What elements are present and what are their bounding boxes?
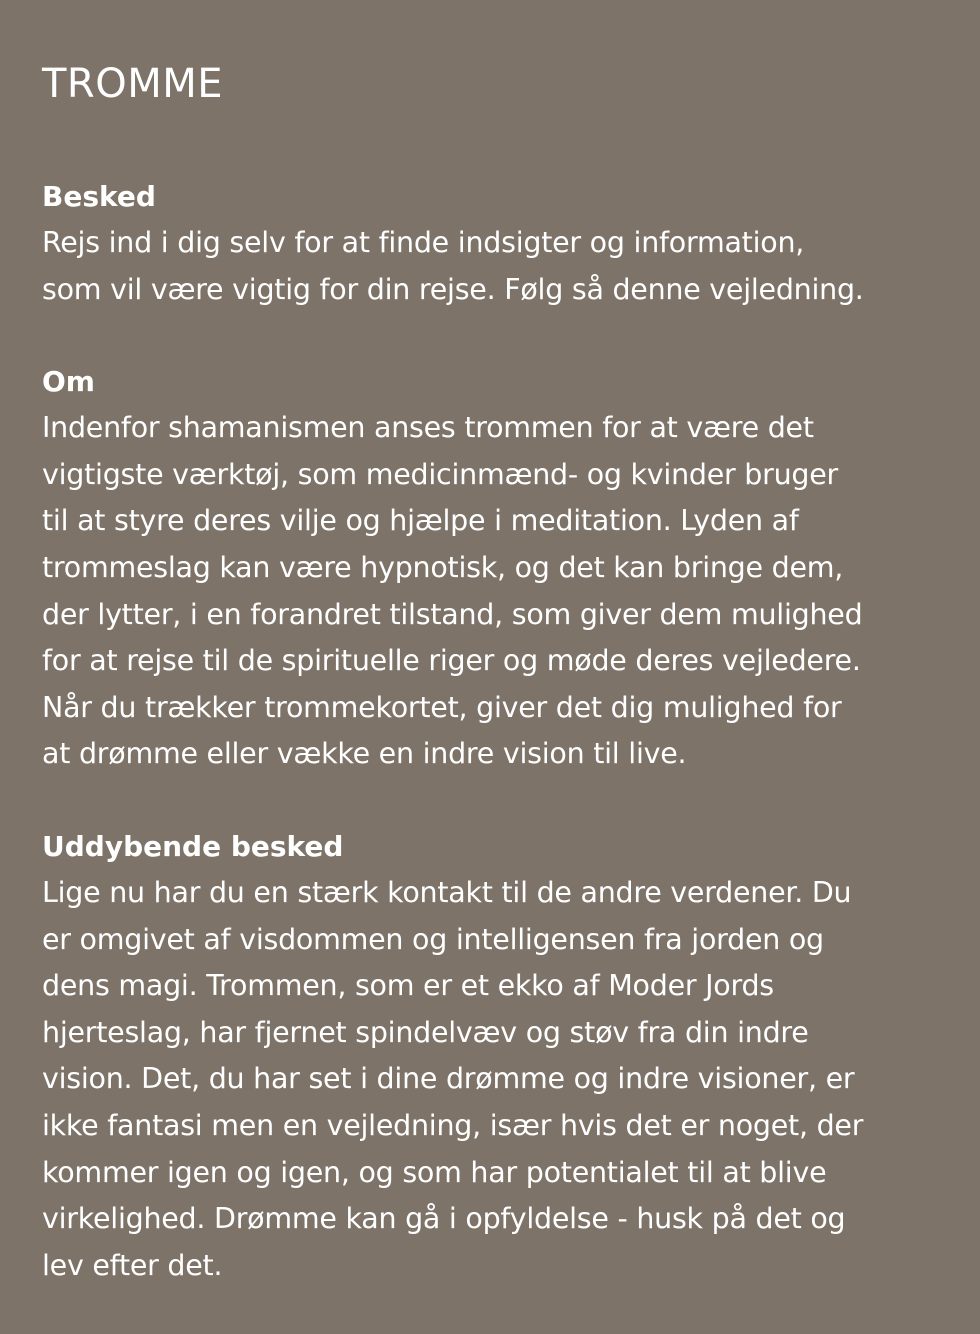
text-line: virkelighed. Drømme kan gå i opfyldelse - husk på det og (42, 1202, 846, 1236)
text-line: Lige nu har du en stærk kontakt til de andre verdener. Du (42, 875, 852, 909)
section-heading: Uddybende besked (42, 829, 344, 863)
text-line: trommeslag kan være hypnotisk, og det kan bringe dem, (42, 550, 844, 584)
section-body (42, 220, 938, 313)
text-line: til at styre deres vilje og hjælpe i meditation. Lyden af (42, 504, 799, 538)
section-heading: Besked (42, 180, 156, 213)
text-line: som vil være vigtig for din rejse. Følg så denne vejledning. (42, 272, 864, 306)
section-body (42, 870, 938, 1289)
text-line: Indenfor shamanismen anses trommen for at være det (42, 411, 814, 445)
card-title: TROMME (42, 61, 224, 107)
text-line: er omgivet af visdommen og intelligensen fra jorden og (42, 922, 824, 956)
text-line: at drømme eller vække en indre vision til live. (42, 737, 687, 771)
text-line: dens magi. Trommen, som er et ekko af Moder Jords (42, 969, 774, 1003)
section-besked (42, 174, 938, 313)
section-om (42, 359, 938, 778)
text-line: vigtigste værktøj, som medicinmænd- og kvinder bruger (42, 457, 839, 491)
text-line: vision. Det, du har set i dine drømme og indre visioner, er (42, 1062, 855, 1096)
text-line: ikke fantasi men en vejledning, især hvis det er noget, der (42, 1108, 864, 1142)
section-heading: Om (42, 365, 95, 399)
text-line: lev efter det. (42, 1248, 223, 1282)
text-line: Når du trækker trommekortet, giver det dig mulighed for (42, 690, 842, 724)
section-uddybende-besked (42, 824, 938, 1289)
text-line: der lytter, i en forandret tilstand, som giver dem mulighed (42, 597, 863, 631)
section-body (42, 405, 938, 778)
text-line: hjerteslag, har fjernet spindelvæv og støv fra din indre (42, 1015, 809, 1049)
text-line: kommer igen og igen, og som har potentialet til at blive (42, 1155, 827, 1189)
text-line: for at rejse til de spirituelle riger og møde deres vejledere. (42, 644, 861, 678)
text-line: Rejs ind i dig selv for at finde indsigter og information, (42, 226, 805, 259)
